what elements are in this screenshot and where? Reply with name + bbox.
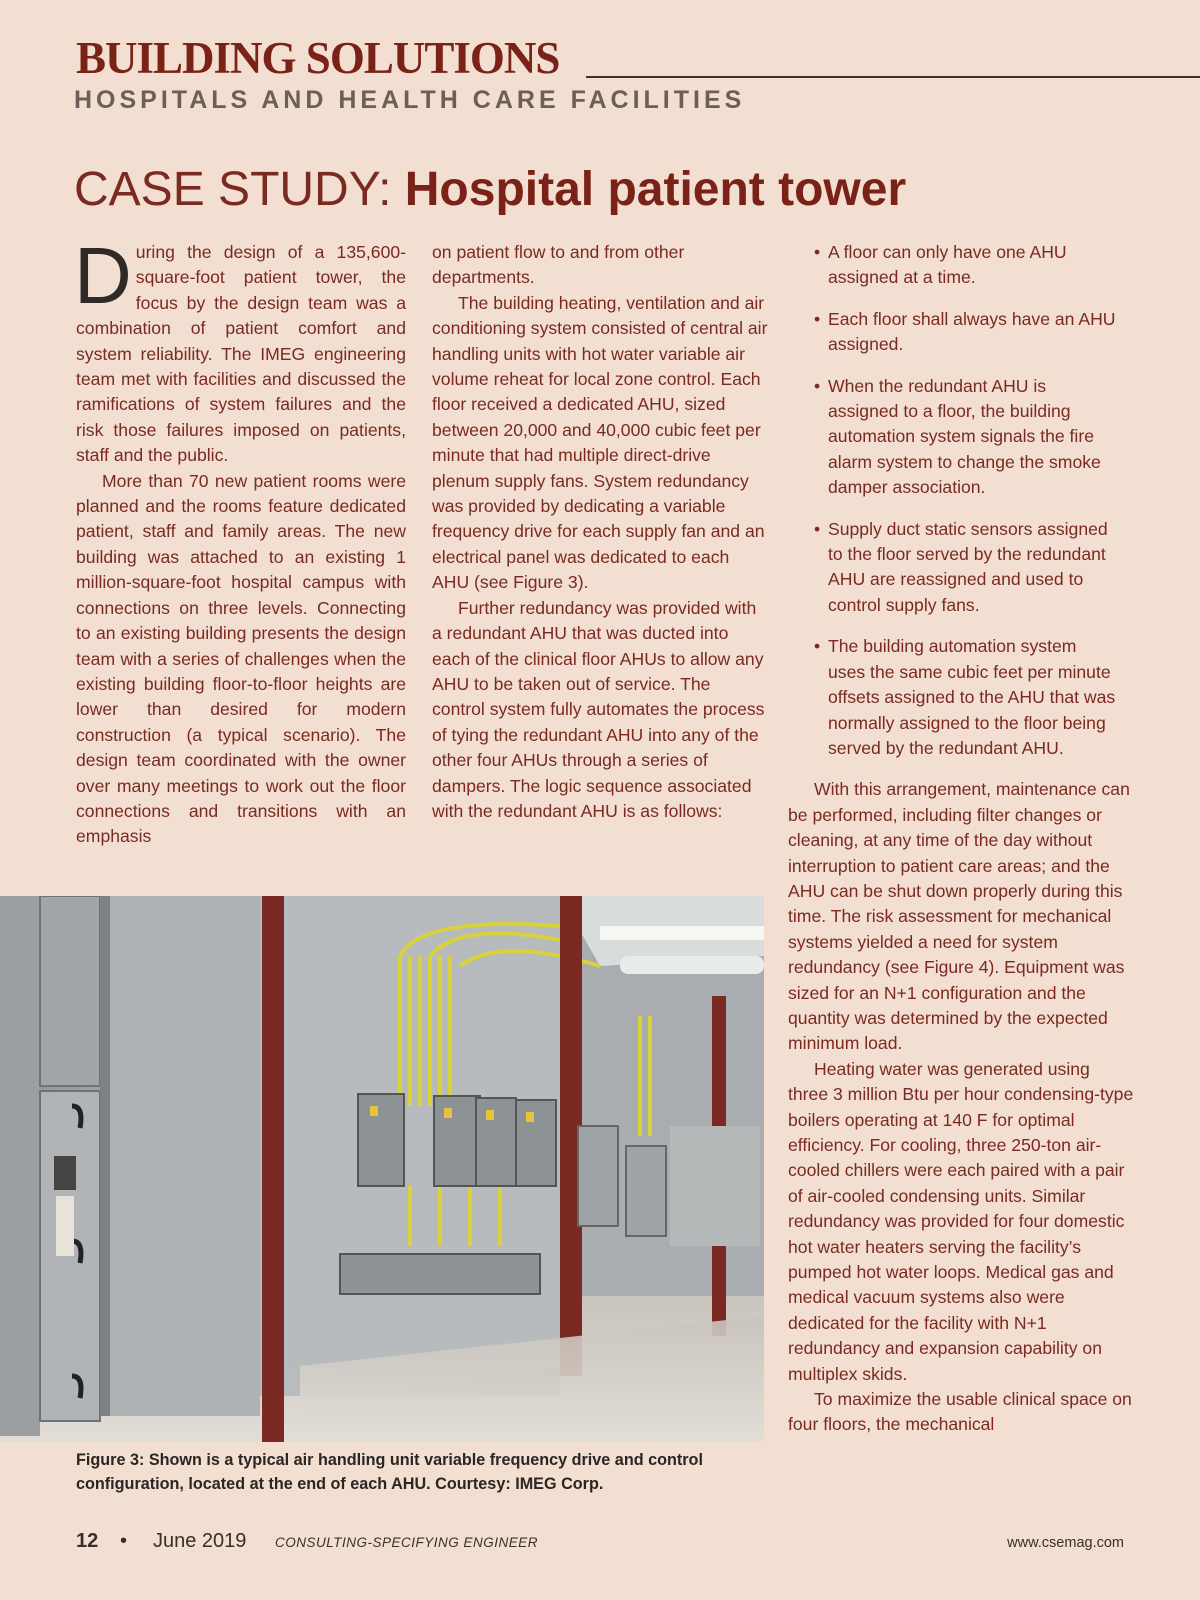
section-subtitle: HOSPITALS AND HEALTH CARE FACILITIES	[74, 86, 746, 114]
paragraph: The building heating, ventilation and air conditioning system consisted of central air handling units with hot water variable air volume reheat for local zone control. Each floor received a dedicated AHU, sized between 20,000 and 40,000 cubic feet per minute that had multiple direct-drive plenum supply fans. System redundancy was provided by dedicating a variable frequency drive for each supply fan and an electrical panel was dedicated to each AHU (see Figure 3).	[432, 292, 768, 593]
issue-date: June 2019	[153, 1530, 247, 1552]
section-title: BUILDING SOLUTIONS	[76, 33, 560, 83]
column-2	[432, 240, 768, 824]
page-footer	[76, 1530, 1124, 1560]
page-number: 12	[76, 1530, 99, 1552]
paragraph: Further redundancy was provided with a redundant AHU that was ducted into each of the clinical floor AHUs to allow any AHU to be taken out of service. The control system fully automates the process of tying the redundant AHU into any of the other four AHUs through a series of dampers. The logic sequence associated with the redundant AHU is as follows:	[432, 597, 765, 821]
header-divider	[586, 76, 1200, 78]
article-title	[74, 164, 906, 217]
column-1	[74, 231, 406, 850]
paragraph: Heating water was generated using three 3 million Btu per hour condensing-type boilers operating at 140 F for optimal efficiency. For cooling, three 250-ton air-cooled chillers were each paired with a pair of air-cooled condensing units. Similar redundancy was provided for four domestic hot water heaters serving the facility’s pumped hot water loops. Medical gas and medical vacuum systems also were dedicated for the facility with N+1 redundancy and expansion capability on multiplex skids.	[788, 1058, 1134, 1384]
paragraph-text: uring the design of a 135,600-square-foot patient tower, the focus by the design team was a combination of patient comfort and system reliability. The IMEG engineering team met with facilities and discussed the ramifications of system failures and the risk those failures imposed on patients, staff and the public.	[76, 242, 406, 466]
title-prefix: CASE STUDY:	[74, 163, 392, 216]
publication-name: CONSULTING-SPECIFYING ENGINEER	[275, 1535, 539, 1550]
column-3	[788, 240, 1134, 1438]
paragraph	[74, 231, 406, 469]
title-main: Hospital patient tower	[404, 163, 907, 216]
paragraph: More than 70 new patient rooms were planned and the rooms feature dedicated patient, staff and family areas. The new building was attached to an existing 1 million-square-foot hospital campus with connections on three levels. Connecting to an existing building presents the design team with a series of challenges when the existing building floor-to-floor heights are lower than desired for modern construction (a typical scenario). The design team coordinated with the owner over many meetings to work out the floor connections and transitions with an emphasis	[76, 470, 406, 847]
list-item: • Each floor shall always have an AHU assigned.	[788, 307, 1118, 358]
dropcap: D	[74, 231, 132, 320]
list-item: • A floor can only have one AHU assigned at a time.	[788, 240, 1118, 291]
website-url: www.csemag.com	[1007, 1535, 1124, 1551]
paragraph: on patient flow to and from other departments.	[432, 242, 685, 288]
list-item: • Supply duct static sensors assigned to the floor served by the redundant AHU are reassigned and used to control supply fans.	[788, 517, 1118, 619]
logic-sequence-list	[788, 240, 1134, 761]
figure-caption: Figure 3: Shown is a typical air handling unit variable frequency drive and control configuration, located at the end of each AHU. Courtesy: IMEG Corp.	[76, 1451, 703, 1493]
ahu-photo-illustration	[0, 896, 764, 1442]
figure-photo	[0, 896, 764, 1442]
paragraph: To maximize the usable clinical space on four floors, the mechanical	[788, 1389, 1132, 1435]
paragraph: With this arrangement, maintenance can be performed, including filter changes or cleaning, at any time of the day without interruption to patient care areas; and the AHU can be shut down properly during this time. The risk assessment for mechanical systems yielded a need for system redundancy (see Figure 4). Equipment was sized for an N+1 configuration and the quantity was determined by the expected minimum load.	[788, 779, 1130, 1054]
footer-separator: •	[120, 1530, 128, 1552]
list-item: • The building automation system uses the same cubic feet per minute offsets assigned to the AHU that was normally assigned to the floor being served by the redundant AHU.	[788, 634, 1118, 761]
list-item: • When the redundant AHU is assigned to a floor, the building automation system signals the fire alarm system to change the smoke damper association.	[788, 374, 1118, 501]
